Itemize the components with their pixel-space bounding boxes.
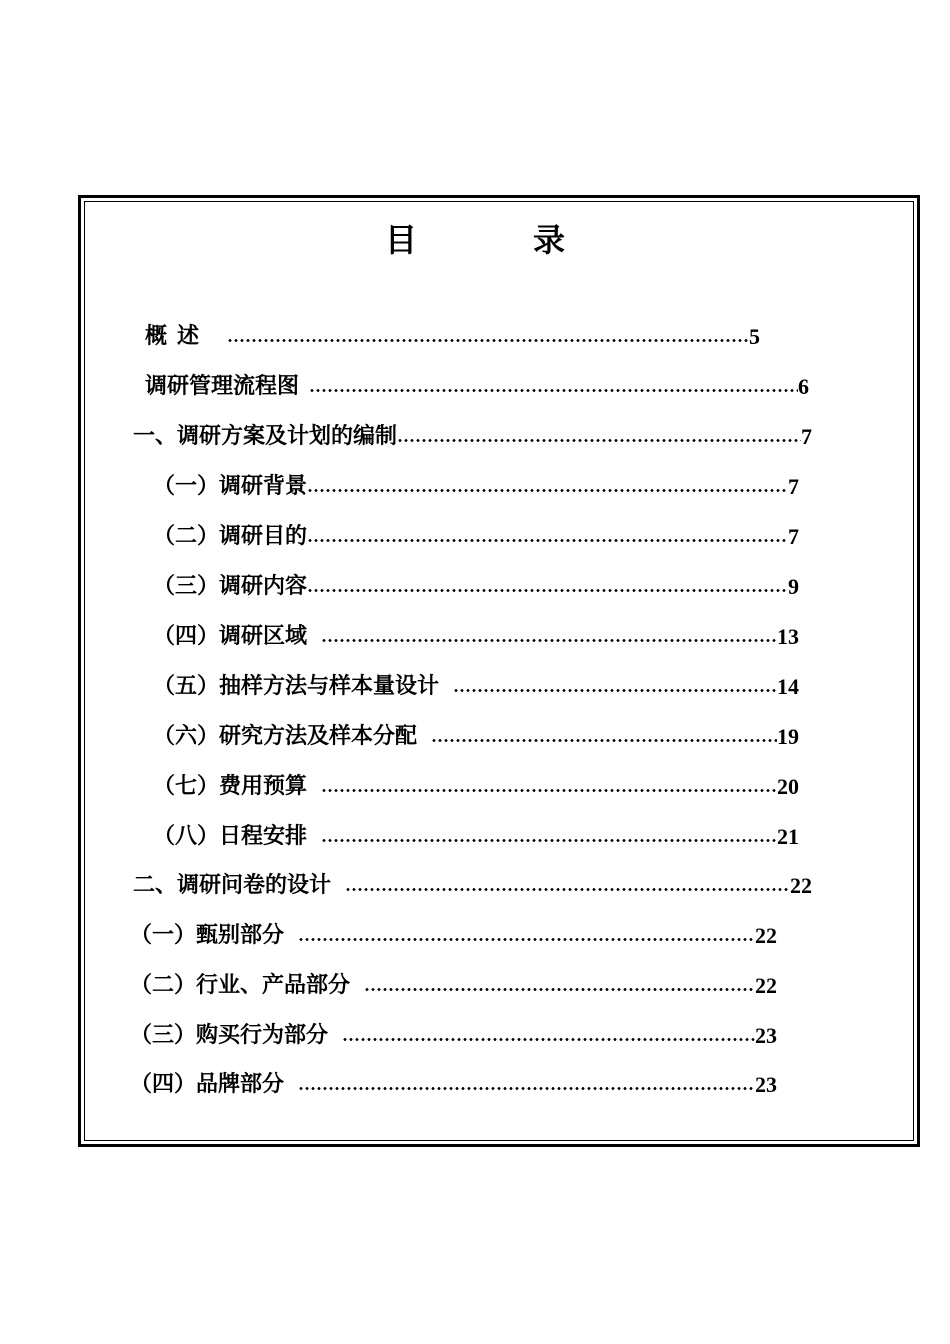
toc-title-char-2: 录 xyxy=(533,221,566,259)
toc-entry-label: （四）调研区域 xyxy=(153,624,308,649)
toc-entry-label: 二、调研问卷的设计 xyxy=(133,873,332,898)
toc-entry-page: 14 xyxy=(777,674,799,699)
toc-entry-label: 调研管理流程图 xyxy=(145,374,300,399)
toc-entry-overview[interactable] xyxy=(145,320,760,354)
toc-entry-page: 9 xyxy=(788,574,799,599)
toc-dot-leader xyxy=(397,439,801,442)
toc-entry-section-1[interactable] xyxy=(133,420,812,454)
toc-dot-leader xyxy=(307,489,788,492)
toc-entry-label: （一）甄别部分 xyxy=(130,923,285,948)
toc-entry-2-1[interactable] xyxy=(130,919,777,953)
toc-dot-leader xyxy=(431,739,777,742)
toc-dot-leader xyxy=(342,1038,755,1041)
toc-entry-page: 5 xyxy=(749,324,760,349)
toc-entry-label: （八）日程安排 xyxy=(153,824,308,849)
toc-dot-leader xyxy=(321,789,777,792)
toc-entry-page: 23 xyxy=(755,1072,777,1097)
toc-entry-1-4[interactable] xyxy=(153,620,799,654)
toc-entry-label: （四）品牌部分 xyxy=(130,1072,285,1097)
toc-entry-label: （二）行业、产品部分 xyxy=(130,973,351,998)
toc-dot-leader xyxy=(453,689,777,692)
toc-entry-process-chart[interactable] xyxy=(145,370,809,404)
toc-entry-page: 19 xyxy=(777,724,799,749)
toc-entry-page: 7 xyxy=(788,474,799,499)
toc-dot-leader xyxy=(307,589,788,592)
toc-entry-2-4[interactable] xyxy=(130,1068,777,1102)
toc-dot-leader xyxy=(345,888,790,891)
toc-entry-page: 23 xyxy=(755,1023,777,1048)
toc-entry-page: 7 xyxy=(801,424,812,449)
toc-entry-label: （六）研究方法及样本分配 xyxy=(153,724,418,749)
toc-dot-leader xyxy=(364,988,755,991)
toc-entry-page: 7 xyxy=(788,524,799,549)
toc-entry-label: 概述 xyxy=(145,324,210,349)
toc-entry-1-7[interactable] xyxy=(153,770,799,804)
toc-entry-label: 一、调研方案及计划的编制 xyxy=(133,424,398,449)
toc-entry-section-2[interactable] xyxy=(133,869,812,903)
toc-entry-page: 22 xyxy=(755,923,777,948)
toc-entry-label: （三）调研内容 xyxy=(153,574,308,599)
toc-entry-label: （二）调研目的 xyxy=(153,524,308,549)
toc-entry-1-6[interactable] xyxy=(153,720,799,754)
toc-entry-page: 21 xyxy=(777,824,799,849)
toc-entry-page: 22 xyxy=(790,873,812,898)
toc-dot-leader xyxy=(298,1087,755,1090)
toc-entry-page: 6 xyxy=(798,374,809,399)
toc-dot-leader xyxy=(307,539,788,542)
toc-entry-1-2[interactable] xyxy=(153,520,799,554)
toc-entry-page: 22 xyxy=(755,973,777,998)
toc-entry-label: （五）抽样方法与样本量设计 xyxy=(153,674,440,699)
toc-entry-1-1[interactable] xyxy=(153,470,799,504)
toc-dot-leader xyxy=(227,339,749,342)
toc-entry-label: （三）购买行为部分 xyxy=(130,1023,329,1048)
toc-entry-label: （七）费用预算 xyxy=(153,774,308,799)
toc-entry-1-5[interactable] xyxy=(153,670,799,704)
toc-entry-1-3[interactable] xyxy=(153,570,799,604)
toc-dot-leader xyxy=(321,639,777,642)
toc-entry-label: （一）调研背景 xyxy=(153,474,308,499)
toc-entry-page: 13 xyxy=(777,624,799,649)
toc-dot-leader xyxy=(298,938,755,941)
toc-dot-leader xyxy=(309,389,798,392)
toc-dot-leader xyxy=(321,839,777,842)
toc-entry-2-2[interactable] xyxy=(130,969,777,1003)
toc-title-char-1: 目 xyxy=(384,221,417,259)
toc-entry-page: 20 xyxy=(777,774,799,799)
toc-title xyxy=(0,218,950,262)
toc-entry-1-8[interactable] xyxy=(153,820,799,854)
toc-entry-2-3[interactable] xyxy=(130,1019,777,1053)
